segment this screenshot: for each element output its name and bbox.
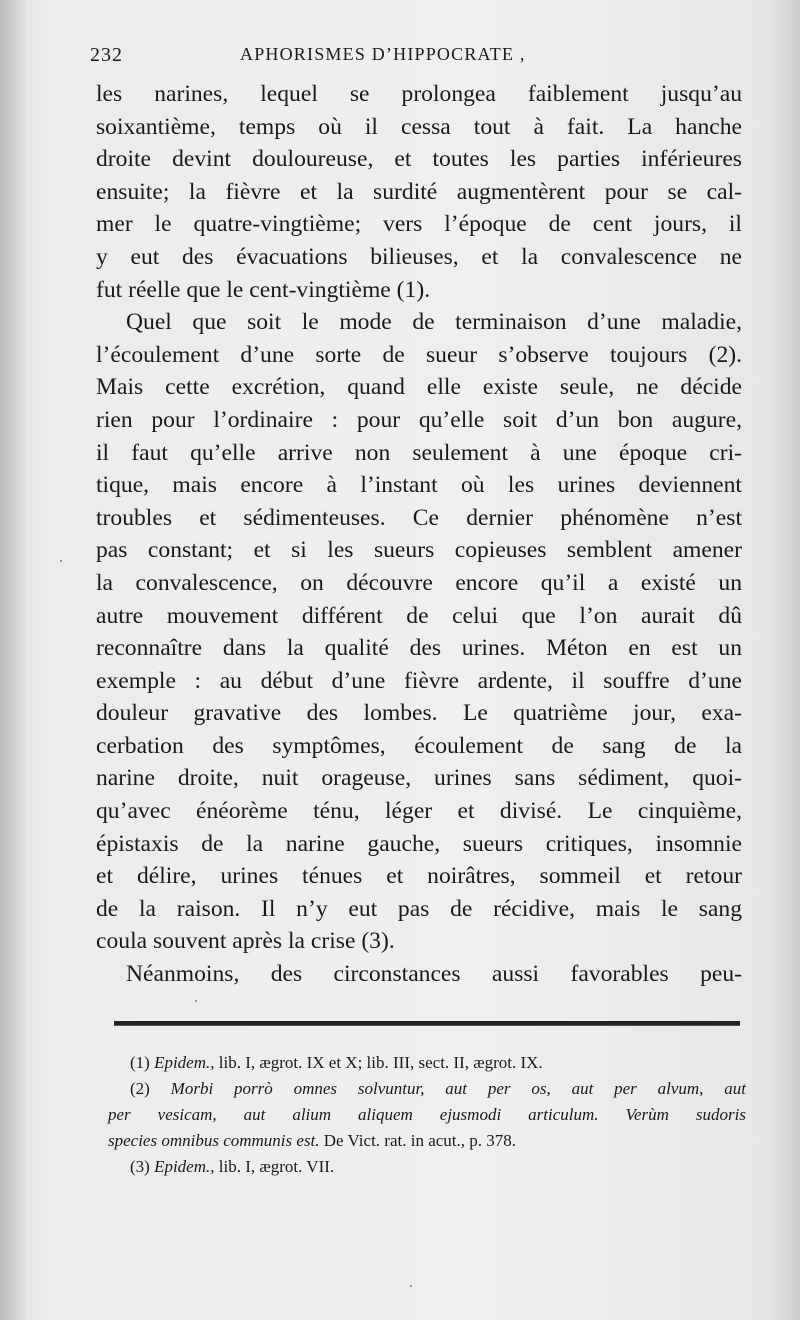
body-line: mer le quatre-vingtième; vers l’époque de cent jours, il <box>96 211 742 238</box>
footnote-2 <box>108 1076 746 1102</box>
footnote-2-cont <box>108 1102 746 1128</box>
body-line: rien pour l’ordinaire : pour qu’elle soit d’un bon augure, <box>96 406 742 433</box>
body-text <box>96 78 742 991</box>
footnote-1 <box>108 1050 746 1076</box>
body-line: les narines, lequel se prolongea faiblement jusqu’au <box>96 81 742 107</box>
page-header <box>90 44 740 74</box>
footnote-source-italic: Epidem. <box>154 1157 211 1176</box>
footnote-marker: (2) <box>130 1079 150 1098</box>
page-number: 232 <box>90 44 123 66</box>
footnote-2-end <box>108 1128 746 1154</box>
footnote-rule <box>114 1021 740 1026</box>
footnote-text: , lib. I, ægrot. VII. <box>210 1157 335 1176</box>
body-line: et délire, urines ténues et noirâtres, sommeil et retour <box>96 863 742 890</box>
body-line: droite devint douloureuse, et toutes les parties inférieures <box>96 146 742 173</box>
footnote-text: , lib. I, ægrot. IX et X; lib. III, sect. II, ægrot. IX. <box>210 1053 543 1072</box>
body-line: qu’avec énéorème ténu, léger et divisé. Le cinquième, <box>96 798 742 825</box>
body-line: l’écoulement d’une sorte de sueur s’observe toujours (2). <box>96 341 742 368</box>
footnotes <box>108 1050 746 1180</box>
body-line: épistaxis de la narine gauche, sueurs critiques, insomnie <box>96 830 742 857</box>
footnote-marker: (3) <box>130 1157 150 1176</box>
body-line: il faut qu’elle arrive non seulement à une époque cri- <box>96 439 742 466</box>
binding-shadow <box>0 0 28 1320</box>
footnote-source-italic: Epidem. <box>154 1053 211 1072</box>
body-line: reconnaître dans la qualité des urines. Méton en est un <box>96 635 742 662</box>
body-line: troubles et sédimenteuses. Ce dernier phénomène n’est <box>96 504 742 531</box>
body-line: narine droite, nuit orageuse, urines sans sédiment, quoi- <box>96 765 742 792</box>
body-line: Quel que soit le mode de terminaison d’une maladie, <box>126 309 742 336</box>
body-line: pas constant; et si les sueurs copieuses semblent amener <box>96 537 742 564</box>
body-line: Néanmoins, des circonstances aussi favorables peu- <box>126 961 742 988</box>
body-line: de la raison. Il n’y eut pas de récidive, mais le sang <box>96 895 742 922</box>
running-head: APHORISMES D’HIPPOCRATE , <box>240 44 526 64</box>
body-line: douleur gravative des lombes. Le quatrième jour, exa- <box>96 700 742 727</box>
footnote-marker: (1) <box>130 1053 150 1072</box>
paper-speck <box>410 1285 412 1287</box>
page-edge-shadow <box>766 0 800 1320</box>
body-line: Mais cette excrétion, quand elle existe seule, ne décide <box>96 374 742 401</box>
footnote-latin-line: species omnibus communis est. <box>108 1131 320 1150</box>
body-line: exemple : au début d’une fièvre ardente, il souffre d’une <box>96 667 742 694</box>
body-line: soixantième, temps où il cessa tout à fait. La hanche <box>96 113 742 140</box>
body-line: cerbation des symptômes, écoulement de sang de la <box>96 732 742 759</box>
body-line: tique, mais encore à l’instant où les urines deviennent <box>96 472 742 499</box>
body-line: fut réelle que le cent-vingtième (1). <box>96 276 431 303</box>
body-line: ensuite; la fièvre et la surdité augmentèrent pour se cal- <box>96 178 742 205</box>
footnote-latin-line: Morbi porrò omnes solvuntur, aut per os, aut per alvum, aut <box>170 1079 746 1098</box>
footnote-latin-line: per vesicam, aut alium aliquem ejusmodi articulum. Verùm sudoris <box>108 1105 746 1124</box>
paper-speck <box>60 560 62 562</box>
paper-speck <box>195 1000 197 1002</box>
body-line: y eut des évacuations bilieuses, et la convalescence ne <box>96 243 742 270</box>
body-line: coula souvent après la crise (3). <box>96 928 395 955</box>
body-line: autre mouvement différent de celui que l’on aurait dû <box>96 602 742 629</box>
body-line: la convalescence, on découvre encore qu’il a existé un <box>96 569 742 596</box>
footnote-3 <box>108 1154 746 1180</box>
footnote-text: De Vict. rat. in acut., p. 378. <box>319 1131 517 1150</box>
